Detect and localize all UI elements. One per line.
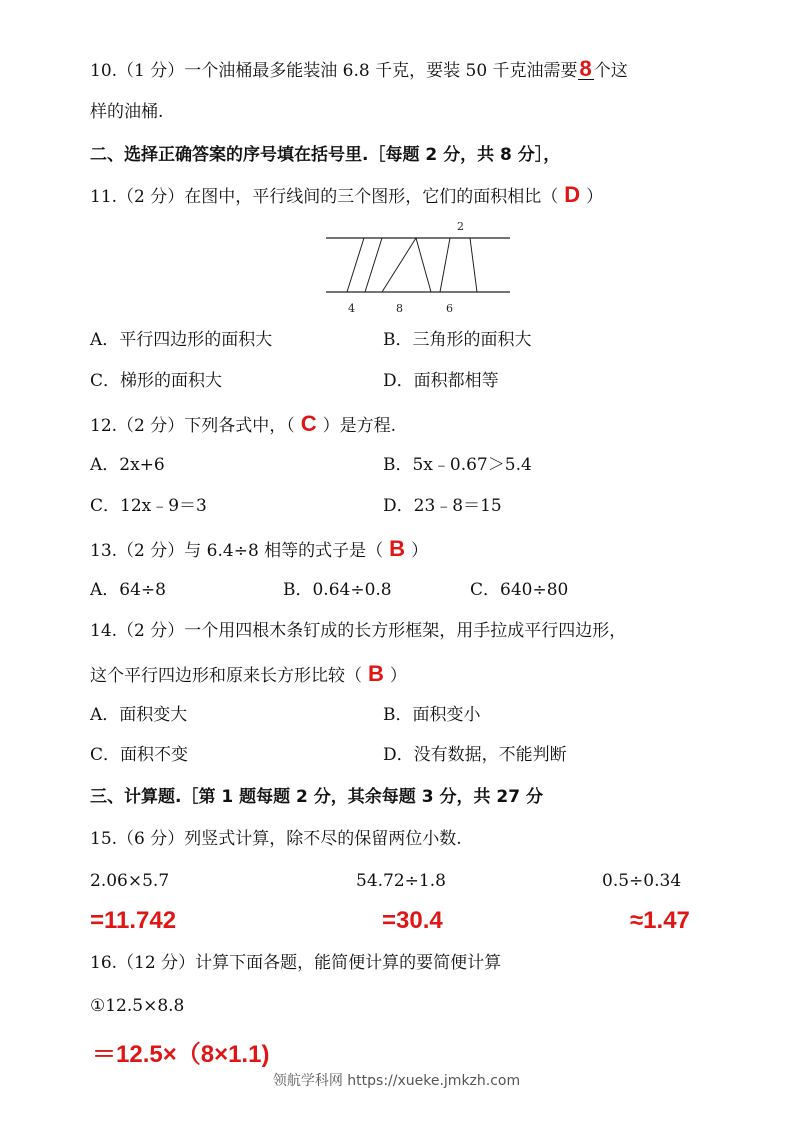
section2-heading: 二、选择正确答案的序号填在括号里.［每题 2 分，共 8 分］，	[90, 145, 561, 165]
q10-line1: 10.（1 分）一个油桶最多能装油 6.8 千克，要装 50 千克油需要8 个这	[90, 56, 628, 81]
q12-question: 12.（2 分）下列各式中，（ C ）是方程.	[90, 411, 397, 436]
label-b3: 6	[446, 302, 453, 315]
trapezoid-shape	[440, 238, 477, 292]
q10-line2: 样的油桶.	[90, 102, 164, 122]
q14-answer: B	[368, 661, 384, 686]
label-b2: 8	[396, 302, 403, 315]
q11-answer: D	[564, 182, 581, 207]
label-top: 2	[457, 220, 464, 233]
q14-option-c: C．面积不变	[90, 745, 189, 765]
q16-work1: ＝12.5×（8×1.1)	[92, 1041, 270, 1068]
q14-option-d: D．没有数据，不能判断	[383, 745, 567, 765]
label-b1: 4	[348, 302, 355, 315]
q15-answer-3: ≈1.47	[630, 907, 690, 934]
q13-option-a: A．64÷8	[90, 580, 166, 600]
q13-option-c: C．640÷80	[470, 580, 569, 600]
q12-option-b: B．5x﹣0.67＞5.4	[383, 455, 532, 475]
parallelogram-shape	[347, 238, 382, 292]
q12-option-a: A．2x+6	[90, 455, 165, 475]
parallel-lines-figure	[320, 215, 520, 320]
q14-option-b: B．面积变小	[383, 705, 481, 725]
q13-option-b: B．0.64÷0.8	[283, 580, 392, 600]
q11-question: 11.（2 分）在图中，平行线间的三个图形，它们的面积相比（ D ）	[90, 182, 604, 207]
q15-answer-2: =30.4	[382, 907, 443, 934]
q13-answer: B	[389, 536, 406, 561]
q11-option-b: B．三角形的面积大	[383, 330, 532, 350]
q13-question: 13.（2 分）与 6.4÷8 相等的式子是（ B ）	[90, 536, 429, 561]
q14-option-a: A．面积变大	[90, 705, 188, 725]
q15-problem-1: 2.06×5.7	[90, 871, 170, 891]
q11-option-a: A．平行四边形的面积大	[90, 330, 273, 350]
q15-answer-1: =11.742	[90, 907, 177, 934]
footer-watermark: 领航学科网 https://xueke.jmkzh.com	[272, 1073, 521, 1089]
q15-problem-2: 54.72÷1.8	[356, 871, 446, 891]
section3-heading: 三、计算题.［第 1 题每题 2 分，其余每题 3 分，共 27 分	[90, 787, 543, 807]
triangle-shape	[382, 238, 431, 292]
q16-item1: ①12.5×8.8	[90, 996, 185, 1016]
q11-option-d: D．面积都相等	[383, 371, 499, 391]
q15-question: 15.（6 分）列竖式计算，除不尽的保留两位小数.	[90, 829, 462, 849]
q16-question: 16.（12 分）计算下面各题，能简便计算的要简便计算	[90, 953, 502, 973]
q15-problem-3: 0.5÷0.34	[602, 871, 682, 891]
q12-answer: C	[300, 411, 317, 436]
q10-answer: 8	[579, 56, 592, 81]
q12-option-c: C．12x﹣9＝3	[90, 496, 207, 516]
q14-line1: 14.（2 分）一个用四根木条钉成的长方形框架，用手拉成平行四边形，	[90, 621, 627, 641]
q11-option-c: C．梯形的面积大	[90, 371, 223, 391]
q14-line2: 这个平行四边形和原来长方形比较（ B ）	[90, 661, 407, 686]
q12-option-d: D．23﹣8＝15	[383, 496, 502, 516]
